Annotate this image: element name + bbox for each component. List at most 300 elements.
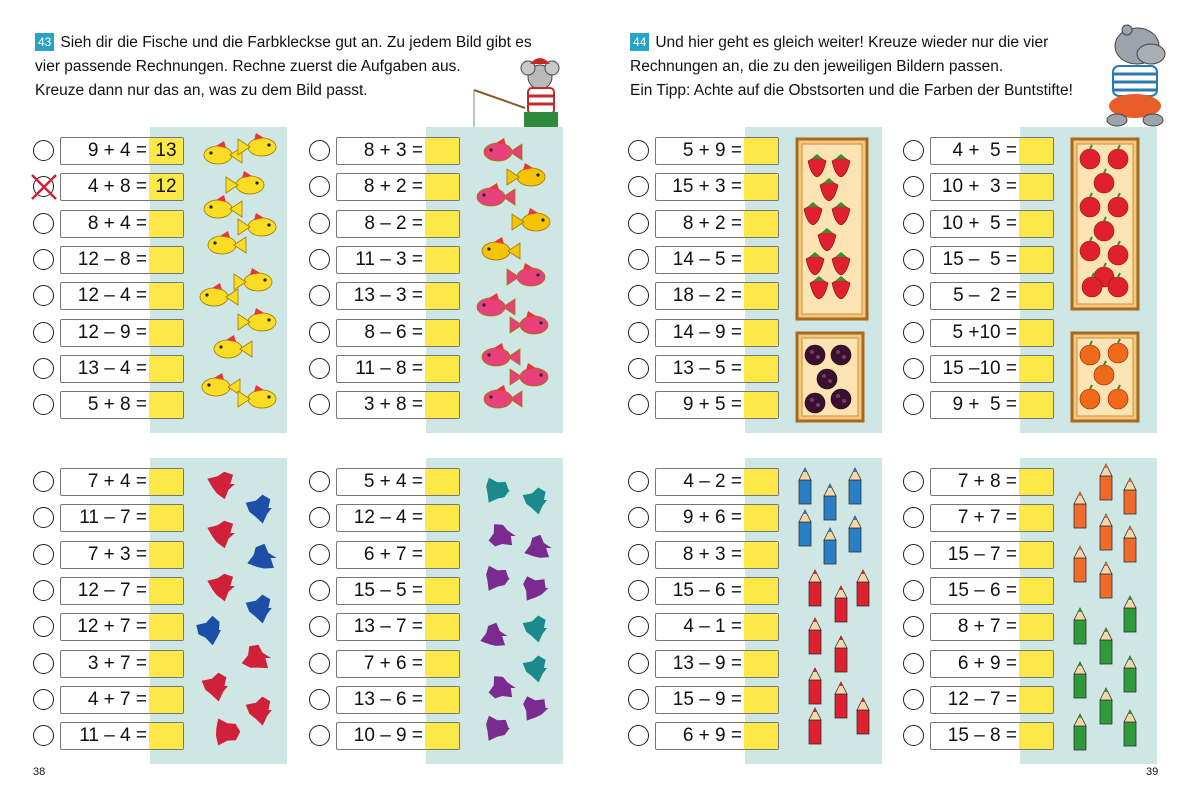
answer-field[interactable]	[744, 138, 778, 164]
equation-text: 10 – 9 =	[353, 725, 423, 747]
equation-row	[628, 355, 788, 385]
answer-checkbox[interactable]	[903, 653, 924, 674]
task-44-instructions	[630, 31, 1073, 103]
answer-field[interactable]	[1019, 283, 1053, 309]
answer-checkbox[interactable]	[903, 322, 924, 343]
answer-field[interactable]	[149, 283, 183, 309]
pencil-icon	[1124, 526, 1136, 562]
answer-field[interactable]	[1019, 356, 1053, 382]
equation-row	[628, 504, 788, 534]
answer-field[interactable]	[425, 614, 459, 640]
answer-field[interactable]	[149, 320, 183, 346]
equation-box	[930, 577, 1054, 605]
answer-field[interactable]	[425, 392, 459, 418]
equation-box	[655, 541, 779, 569]
fish-icon	[208, 231, 246, 254]
equation-text: 8 + 3 =	[363, 140, 423, 161]
answer-checkbox[interactable]	[309, 507, 330, 528]
task-43-instructions	[35, 31, 532, 103]
equation-box	[930, 468, 1054, 496]
answer-field[interactable]	[149, 356, 183, 382]
answer-checkbox[interactable]	[628, 616, 649, 637]
pencil-icon	[824, 484, 836, 520]
fish-icon	[484, 138, 522, 161]
color-blot-icon	[202, 673, 228, 702]
equation-text: 9 + 5 =	[952, 394, 1017, 416]
fish-icon	[226, 171, 264, 194]
equation-box	[655, 210, 779, 238]
equation-box	[60, 577, 184, 605]
pencil-icon	[1124, 596, 1136, 632]
equation-row	[309, 541, 469, 571]
equation-box	[60, 722, 184, 750]
fish-icon	[234, 268, 272, 291]
pencil-icon	[799, 468, 811, 504]
pencil-icon	[1100, 562, 1112, 598]
fish-icon	[482, 343, 520, 366]
pencil-icon	[809, 708, 821, 744]
equation-text: 11 – 8 =	[355, 357, 423, 379]
equation-row	[903, 173, 1063, 203]
answer-field[interactable]	[425, 723, 459, 749]
equation-box	[60, 686, 184, 714]
equation-row	[309, 210, 469, 240]
hippo-illustration	[1095, 22, 1175, 127]
equation-text: 9 + 4 =	[87, 140, 147, 161]
answer-checkbox[interactable]	[903, 689, 924, 710]
answer-checkbox[interactable]	[903, 285, 924, 306]
color-blot-icon	[486, 716, 510, 741]
pencil-icon	[835, 636, 847, 672]
answer-checkbox[interactable]	[628, 394, 649, 415]
equation-text: 3 + 7 =	[87, 652, 147, 674]
answer-checkbox[interactable]	[33, 544, 54, 565]
answer-checkbox[interactable]	[33, 213, 54, 234]
equation-box	[60, 504, 184, 532]
answer-field[interactable]	[1019, 505, 1053, 531]
pencil-icon	[1124, 656, 1136, 692]
equation-text: 12 – 9 =	[77, 321, 147, 343]
answer-field[interactable]	[744, 723, 778, 749]
equation-row	[33, 137, 193, 167]
answer-checkbox[interactable]	[33, 358, 54, 379]
answer-field[interactable]	[149, 247, 183, 273]
color-blot-icon	[523, 616, 547, 643]
answer-checkbox[interactable]	[903, 471, 924, 492]
blackberry-icon	[817, 369, 837, 389]
equation-row	[33, 246, 193, 276]
answer-checkbox[interactable]	[628, 544, 649, 565]
answer-field[interactable]	[744, 687, 778, 713]
answer-checkbox[interactable]	[903, 616, 924, 637]
equation-text: 8 – 2 =	[364, 212, 423, 234]
answer-checkbox[interactable]	[903, 544, 924, 565]
answer-checkbox[interactable]	[33, 394, 54, 415]
answer-checkbox[interactable]	[33, 140, 54, 161]
answer-checkbox[interactable]	[309, 213, 330, 234]
equation-box	[336, 355, 460, 383]
equation-text: 18 – 2 =	[672, 285, 742, 307]
equation-text: 8 + 7 =	[957, 616, 1017, 638]
answer-checkbox[interactable]	[628, 653, 649, 674]
equation-text: 3 + 8 =	[363, 394, 423, 416]
answer-checkbox[interactable]	[309, 358, 330, 379]
equation-row	[309, 137, 469, 167]
answer-field[interactable]	[425, 320, 459, 346]
fish-icon	[484, 385, 522, 408]
answer-field[interactable]	[149, 469, 183, 495]
equation-text: 9 + 5 =	[682, 394, 742, 416]
pencil-icon	[799, 510, 811, 546]
fish-icon	[238, 133, 276, 156]
answer-field[interactable]	[425, 578, 459, 604]
answer-field[interactable]	[744, 247, 778, 273]
equation-row	[309, 355, 469, 385]
answer-checkbox[interactable]	[309, 249, 330, 270]
answer-field[interactable]	[1019, 723, 1053, 749]
color-blot-icon	[480, 623, 507, 646]
answer-field[interactable]	[1019, 614, 1053, 640]
answer-checkbox[interactable]	[309, 725, 330, 746]
equation-text: 12 – 8 =	[77, 248, 147, 270]
answer-checkbox[interactable]	[628, 322, 649, 343]
equation-text: 7 + 7 =	[957, 507, 1017, 529]
answer-field[interactable]	[425, 283, 459, 309]
answer-field[interactable]	[744, 614, 778, 640]
answer-checkbox[interactable]	[33, 471, 54, 492]
equation-row	[309, 722, 469, 752]
fish-icon	[202, 373, 240, 396]
equation-box	[336, 541, 460, 569]
equation-row	[309, 650, 469, 680]
equation-box	[60, 613, 184, 641]
answer-field[interactable]	[149, 211, 183, 237]
equation-box	[930, 391, 1054, 419]
equation-box	[60, 137, 184, 165]
equation-row	[309, 246, 469, 276]
answer-field[interactable]	[425, 356, 459, 382]
answer-checkbox[interactable]	[903, 176, 924, 197]
equation-box	[655, 722, 779, 750]
answer-field[interactable]	[425, 687, 459, 713]
equation-box	[655, 650, 779, 678]
answer-checkbox[interactable]	[309, 689, 330, 710]
equation-text: 12 + 7 =	[77, 616, 147, 638]
equation-box	[60, 282, 184, 310]
color-blot-icon	[489, 524, 516, 546]
pencil-icon	[1074, 546, 1086, 582]
answer-checkbox[interactable]	[33, 580, 54, 601]
equation-text: 15 –10 =	[942, 357, 1017, 379]
exercise-grid-blots-teal-purple	[309, 468, 563, 774]
equation-box	[655, 246, 779, 274]
answer-field[interactable]	[1019, 174, 1053, 200]
equation-row	[903, 282, 1063, 312]
task-line: Rechnungen an, die zu den jeweiligen Bildern passen.	[630, 58, 1004, 75]
equation-text: 5 – 2 =	[953, 285, 1017, 307]
equation-text: 15 – 5 =	[353, 579, 423, 601]
equation-box	[655, 319, 779, 347]
answer-checkbox[interactable]	[33, 653, 54, 674]
equation-box	[336, 468, 460, 496]
color-blot-icon	[489, 676, 516, 698]
equation-text: 6 + 9 =	[682, 725, 742, 747]
pencil-icon	[1074, 714, 1086, 750]
answer-checkbox[interactable]	[309, 616, 330, 637]
equation-text: 12 – 7 =	[77, 579, 147, 601]
equation-row	[628, 282, 788, 312]
exercise-grid-fish-pink	[309, 137, 563, 443]
answer-checkbox[interactable]	[628, 471, 649, 492]
answer-field[interactable]	[425, 247, 459, 273]
page-number-right: 39	[1146, 766, 1159, 778]
equation-text: 8 + 2 =	[363, 176, 423, 198]
answer-checkbox[interactable]	[903, 725, 924, 746]
fish-icon	[204, 195, 242, 218]
color-blot-icon	[247, 544, 276, 569]
equation-box	[930, 137, 1054, 165]
task-number: 43	[35, 33, 54, 51]
answer-field[interactable]	[425, 651, 459, 677]
answer-field[interactable]	[1019, 247, 1053, 273]
equation-box	[655, 137, 779, 165]
equation-text: 4 + 5 =	[952, 140, 1017, 161]
answer-field[interactable]	[149, 651, 183, 677]
equation-text: 15 – 6 =	[672, 579, 742, 601]
color-blot-icon	[246, 595, 272, 624]
answer-field[interactable]: 13	[149, 138, 183, 164]
answer-field[interactable]: 12	[149, 174, 183, 200]
equation-text: 7 + 6 =	[363, 652, 423, 674]
equation-row	[903, 468, 1063, 498]
answer-field[interactable]	[425, 211, 459, 237]
equation-box	[930, 210, 1054, 238]
equation-text: 15 – 7 =	[947, 543, 1017, 565]
equation-row	[628, 246, 788, 276]
answer-field[interactable]	[149, 505, 183, 531]
answer-checkbox[interactable]	[903, 213, 924, 234]
equation-box	[336, 577, 460, 605]
equation-text: 6 + 9 =	[957, 652, 1017, 674]
blackberry-icon	[805, 393, 825, 413]
equation-text: 15 – 8 =	[947, 725, 1017, 747]
equation-text: 8 + 3 =	[682, 543, 742, 565]
answer-checkbox[interactable]	[33, 507, 54, 528]
answer-checkbox[interactable]	[33, 249, 54, 270]
equation-row	[628, 541, 788, 571]
equation-text: 4 – 1 =	[683, 616, 742, 638]
color-blot-icon	[523, 576, 548, 600]
answer-field[interactable]	[149, 687, 183, 713]
pencil-icon	[857, 570, 869, 606]
answer-field[interactable]	[744, 578, 778, 604]
pencil-icon	[849, 468, 861, 504]
equation-row	[628, 137, 788, 167]
answer-field[interactable]	[149, 614, 183, 640]
answer-field[interactable]	[744, 174, 778, 200]
answer-field[interactable]	[149, 723, 183, 749]
color-blot-icon	[486, 566, 510, 591]
answer-field[interactable]	[744, 542, 778, 568]
answer-checkbox[interactable]	[628, 358, 649, 379]
answer-field[interactable]	[1019, 320, 1053, 346]
equation-box	[60, 541, 184, 569]
equation-box	[930, 650, 1054, 678]
equation-text: 14 – 5 =	[672, 248, 742, 270]
equation-box	[336, 246, 460, 274]
answer-field[interactable]	[744, 320, 778, 346]
exercise-grid-blots-red-blue	[33, 468, 287, 774]
color-blot-icon	[246, 697, 272, 726]
answer-field[interactable]	[425, 174, 459, 200]
answer-checkbox[interactable]	[628, 689, 649, 710]
answer-field[interactable]	[1019, 687, 1053, 713]
pencil-icon	[809, 570, 821, 606]
answer-checkbox[interactable]	[33, 285, 54, 306]
equation-text: 13 – 5 =	[672, 357, 742, 379]
answer-field[interactable]	[744, 356, 778, 382]
equation-box	[336, 504, 460, 532]
equation-row	[33, 391, 193, 421]
pencil-icon	[809, 668, 821, 704]
equation-box	[655, 282, 779, 310]
equation-text: 13 – 3 =	[353, 285, 423, 307]
equation-text: 10 + 3 =	[941, 176, 1017, 198]
answer-checkbox[interactable]	[903, 580, 924, 601]
answer-field[interactable]	[1019, 578, 1053, 604]
equation-row	[903, 210, 1063, 240]
equation-row	[903, 355, 1063, 385]
equation-row	[628, 391, 788, 421]
answer-field[interactable]	[1019, 542, 1053, 568]
exercise-grid-strawberries-blackberries	[628, 137, 882, 443]
answer-field[interactable]	[744, 651, 778, 677]
exercise-grid-pencils-orange-green	[903, 468, 1157, 774]
answer-field[interactable]	[744, 505, 778, 531]
answer-checkbox[interactable]	[33, 725, 54, 746]
answer-checkbox[interactable]	[628, 140, 649, 161]
equation-row	[33, 650, 193, 680]
answer-field[interactable]	[744, 469, 778, 495]
answer-checkbox[interactable]	[903, 358, 924, 379]
answer-checkbox[interactable]	[309, 471, 330, 492]
equation-text: 7 + 3 =	[87, 543, 147, 565]
fish-icon	[510, 311, 548, 334]
equation-text: 15 – 9 =	[672, 688, 742, 710]
pencil-icon	[1074, 492, 1086, 528]
equation-box	[655, 391, 779, 419]
answer-field[interactable]	[744, 211, 778, 237]
answer-checkbox[interactable]	[903, 140, 924, 161]
color-blot-icon	[216, 719, 240, 746]
answer-checkbox[interactable]	[33, 689, 54, 710]
answer-checkbox[interactable]	[33, 616, 54, 637]
answer-checkbox[interactable]	[628, 249, 649, 270]
equation-box	[336, 210, 460, 238]
pencil-icon	[857, 698, 869, 734]
answer-checkbox[interactable]	[903, 249, 924, 270]
answer-field[interactable]	[1019, 138, 1053, 164]
fish-icon	[482, 237, 520, 260]
equation-row	[33, 319, 193, 349]
equation-row	[33, 504, 193, 534]
answer-checkbox[interactable]	[309, 176, 330, 197]
equation-box	[930, 319, 1054, 347]
equation-row	[309, 613, 469, 643]
answer-checkbox[interactable]	[628, 285, 649, 306]
equation-box	[930, 541, 1054, 569]
equation-row	[33, 468, 193, 498]
equation-box	[336, 282, 460, 310]
answer-field[interactable]	[425, 505, 459, 531]
equation-row	[309, 468, 469, 498]
answer-checkbox[interactable]	[309, 394, 330, 415]
answer-checkbox[interactable]	[309, 285, 330, 306]
answer-checkbox[interactable]	[309, 580, 330, 601]
answer-field[interactable]	[425, 138, 459, 164]
task-line: Und hier geht es gleich weiter! Kreuze wieder nur die vier	[655, 34, 1049, 51]
answer-field[interactable]	[425, 469, 459, 495]
equation-box	[655, 577, 779, 605]
fish-icon	[214, 335, 252, 358]
equation-box	[655, 468, 779, 496]
answer-checkbox[interactable]	[903, 394, 924, 415]
equation-text: 5 + 9 =	[682, 140, 742, 161]
answer-field[interactable]	[1019, 651, 1053, 677]
equation-text: 8 + 4 =	[87, 212, 147, 234]
equation-box	[930, 246, 1054, 274]
equation-row	[903, 686, 1063, 716]
answer-checkbox[interactable]	[628, 507, 649, 528]
equation-text: 5 + 4 =	[363, 471, 423, 492]
answer-field[interactable]	[425, 542, 459, 568]
pencil-icon	[1074, 608, 1086, 644]
answer-checkbox[interactable]	[309, 653, 330, 674]
answer-checkbox[interactable]	[628, 725, 649, 746]
equation-box	[60, 246, 184, 274]
fish-icon	[507, 263, 545, 286]
equation-text: 4 + 7 =	[87, 688, 147, 710]
equation-row	[903, 391, 1063, 421]
color-blot-icon	[196, 616, 221, 646]
answer-checkbox[interactable]	[309, 322, 330, 343]
answer-checkbox[interactable]	[309, 140, 330, 161]
answer-checkbox[interactable]	[628, 213, 649, 234]
answer-field[interactable]	[149, 542, 183, 568]
answer-checkbox[interactable]	[628, 580, 649, 601]
answer-field[interactable]	[744, 392, 778, 418]
answer-checkbox[interactable]	[33, 322, 54, 343]
equation-box	[60, 355, 184, 383]
answer-field[interactable]	[1019, 392, 1053, 418]
equation-box	[336, 686, 460, 714]
answer-checkbox[interactable]	[903, 507, 924, 528]
equation-box	[930, 686, 1054, 714]
equation-row	[903, 504, 1063, 534]
answer-field[interactable]	[1019, 211, 1053, 237]
exercise-grid-pencils-blue-red	[628, 468, 882, 774]
answer-field[interactable]	[1019, 469, 1053, 495]
answer-field[interactable]	[149, 392, 183, 418]
answer-checkbox[interactable]	[628, 176, 649, 197]
equation-row	[903, 246, 1063, 276]
answer-checkbox[interactable]	[309, 544, 330, 565]
answer-field[interactable]	[744, 283, 778, 309]
equation-row	[309, 319, 469, 349]
equation-text: 9 + 6 =	[682, 507, 742, 529]
answer-field[interactable]	[149, 578, 183, 604]
color-blot-icon	[523, 656, 547, 683]
